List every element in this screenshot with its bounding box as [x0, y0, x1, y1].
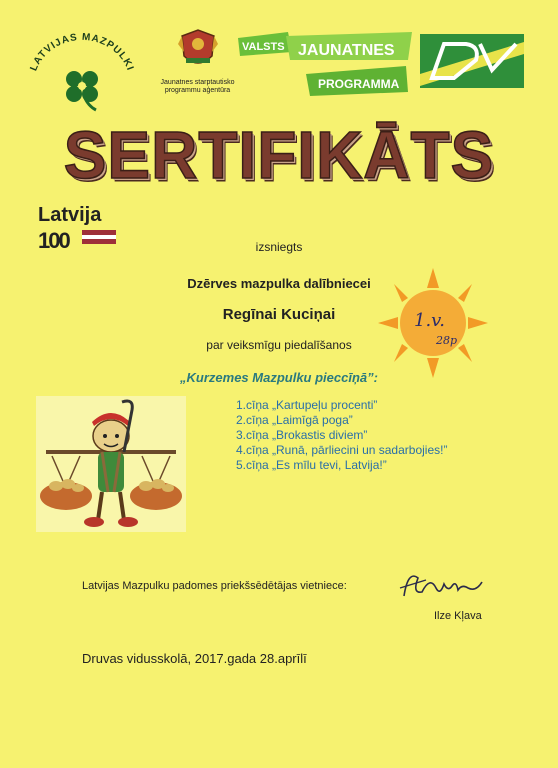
list-item: 1.cīņa „Kartupeļu procenti”	[236, 398, 378, 412]
jaunatnes-agency-logo	[150, 28, 245, 98]
recipient-name: Regīnai Kuciņai	[222, 306, 336, 323]
place-date: Druvas vidusskolā, 2017.gada 28.aprīlī	[82, 651, 307, 666]
signatory-name: Ilze Kļava	[434, 610, 482, 622]
certificate-title: SERTIFIKĀTS	[63, 117, 495, 193]
list-item: 3.cīņa „Brokastis diviem”	[236, 428, 368, 442]
mazpulki-logo-text: LATVIJAS MAZPULKI	[28, 31, 136, 73]
dv-logo	[420, 34, 524, 88]
vjp-word-programma: PROGRAMMA	[318, 77, 400, 91]
coat-of-arms-icon	[178, 28, 218, 72]
latvija-100-number: 100	[38, 228, 69, 253]
reason-text: par veiksmīgu piedalīšanos	[206, 338, 352, 352]
list-item: 4.cīņa „Runā, pārliecini un sadarbojies!”	[236, 443, 448, 457]
latvijas-mazpulki-logo	[22, 22, 142, 112]
event-name: „Kurzemes Mazpulku pieccīņā”:	[180, 370, 378, 385]
vjp-word-jaunatnes: JAUNATNES	[298, 42, 395, 59]
clover-icon	[66, 71, 98, 110]
signatory-title: Latvijas Mazpulku padomes priekšsēdētājas vietniece:	[82, 580, 347, 592]
list-item: 2.cīņa „Laimīgā poga”	[236, 413, 353, 427]
rounds-list	[236, 398, 447, 473]
vjp-word-valsts: VALSTS	[242, 41, 285, 53]
agency-text: Jaunatnes starptautisko programmu aģentūra	[160, 79, 235, 94]
issued-text: izsniegts	[255, 240, 303, 254]
svg-text:LATVIJAS MAZPULKI	[28, 32, 135, 73]
stamp-place: 1.v.	[414, 310, 445, 331]
mascot-illustration	[36, 396, 186, 532]
valsts-jaunatnes-programma-logo	[236, 30, 416, 100]
handwritten-signature	[396, 566, 486, 606]
list-item: 5.cīņa „Es mīlu tevi, Latvija!”	[236, 458, 387, 472]
latvija-100-word: Latvija	[38, 204, 102, 226]
stamp-points: 28p	[436, 334, 458, 347]
sun-stamp	[378, 268, 488, 378]
recipient-group: Dzērves mazpulka dalībniecei	[187, 276, 371, 291]
